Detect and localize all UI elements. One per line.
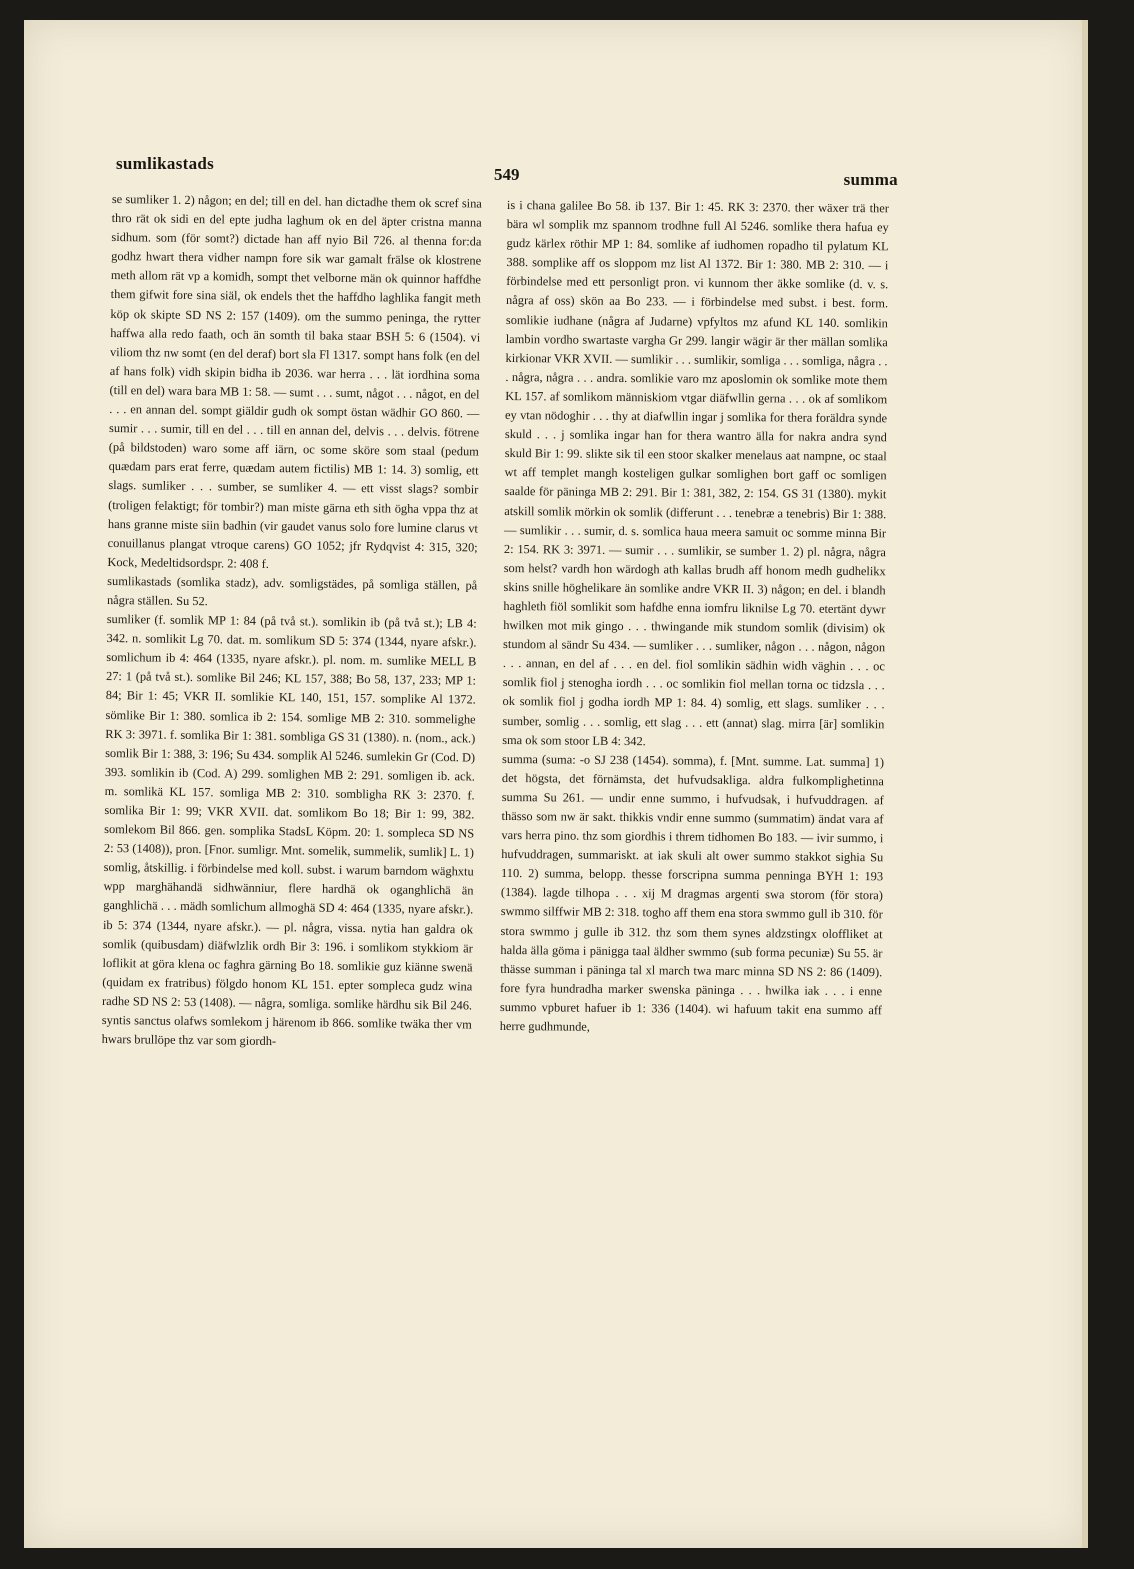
entry-sumlikastads: sumlikastads (somlika stadz), adv. somligstädes, på somliga ställen, på några ställen. Su 52. [106, 573, 478, 609]
right-column [500, 196, 889, 1039]
entry-summa: summa (suma: -o SJ 238 (1454). somma), f. [Mnt. summe. Lat. summa] 1) det högsta, det förnämsta, det hufvudsakliga. aldra fulkomplighetinna summa Su 261. — undir enne summo, i hufvudsak, i hufvuddragen. af thässo som nw är sakt. thikkis vndir enne summo (summatim) ändat vara af vars herra pino. thz som giordhis i threm tidhomen Bo 183. — ivir summo, i hufvuddragen, summariskt. at iak skuli alt ower summo stakkot sighia Su 110. 2) summa, belopp. thesse forscripna summa penninga BYH 1: 193 (1384). lagde tilhopa . . . xij M dragmas argenti swa storom (för stora) swmmo silffwir MB 2: 318. togho aff them ena stora swmmo gull ib 310. för stora swmmo j gulle ib 312. thz som them synes aldzstingx oloffliket at halda älla göma i pänigga taal äldher swmmo (sub forma pecuniæ) Su 55. är thässe summan i päninga tal xl march twa marc minna SD NS 2: 86 (1409). fore fyra hundradha marker swenska päninga . . . hwilka iak . . . i enne summo vpburet hafuer ib 1: 336 (1404). wi hafuum takit ena summo aff herre gudhmunde, [499, 751, 885, 1034]
page-number: 549 [494, 165, 520, 184]
entry-sumliker: sumliker (f. somlik MP 1: 84 (på två st.). somlikin ib (på två st.); LB 4: 342. n. somlikit Lg 70. dat. m. somlikum SD 5: 374 (1344, nyare afskr.). somlichum ib 4: 464 (1335, nyare afskr.). pl. nom. m. sumlike MELL B 27: 1 (på två st.). somlike Bil 246; KL 157, 388; Bo 58, 137, 233; MP 1: 84; Bir 1: 45; VKR II. somlikie KL 140, 151, 157. somplike Al 1372. sömlike Bir 1: 380. somlica ib 2: 154. somlige MB 2: 310. sommelighe RK 3: 3971. f. somlika Bir 1: 381. sombliga GS 31 (1380). n. (nom., ack.) somlik Bir 1: 388, 3: 196; Su 434. somplik Al 5246. sumlekin Gr (Cod. D) 393. somlikin ib (Cod. A) 299. somlighen MB 2: 291. somligen ib. ack. m. somlikä KL 157. somliga MB 2: 310. sombligha RK 3: 2370. f. somlika Bir 1: 99; VKR XVII. dat. somlikom Bo 18; Bir 1: 99, 382. somlekom Bil 866. gen. somplika StadsL Köpm. 20: 1. sompleca SD NS 2: 53 (1408)), pron. [Fnor. sumligr. Mnt. somelik, summelik, sumlik] L. 1) somlig, åtskillig. i förbindelse med koll. subst. i warum barndom wäghxtu wpp marghähandä sidhwänniur, flere hardhä ok oganghlichä än ganghlichä . . . mädh somlichum allmoghä SD 4: 464 (1335, nyare afskr.). ib 5: 374 (1344, nyare afskr.). — pl. några, vissa. nytia han galdra ok somlik (quibusdam) diäfwlzlik ordh Bir 3: 196. i somlikom stykkiom är loflikit at göra klena oc faghra gärning Bo 18. somlikie guz kiänne swenä (quidam ex fratribus) fölgdo honom KL 151. epter sompleca gudz wina radhe SD NS 2: 53 (1408). — några, somliga. somlike härdhu sik Bil 246. syntis sanctus olafws somlekom j härenom ib 866. somlike twäka ther vm hwars brullöpe thz var som giordh- [101, 612, 477, 1049]
page-edge [1082, 20, 1088, 1548]
entry-sumliker-cont: se sumliker 1. 2) någon; en del; till en del. han dictadhe them ok scref sina thro rät ok sidi en del epte judha laghum ok en del äpter cristna manna sidhum. som (för somt?) dictade han aff nyio Bil 726. al thenna for:da godhz hwart thera vidher nampn fore sik war gamalt frälse ok klostrene meth allom rät vp a komidh, sompt thet velborne män ok quinnor haffdhe them gifwit fore sina siäl, ok endels thet the haffdho laghlika fangit meth köp ok skipte SD NS 2: 157 (1409). om the summo peninga, the rytter haffwa alla redo faath, och än somth til baka staar BSH 5: 6 (1504). vi viliom thz nw somt (en del deraf) bort sla Fl 1317. sompt hans folk (en del af hans folk) vidh skipin bidha ib 2036. war herra . . . lät iordhina soma (till en del) wara bara MB 1: 58. — sumt . . . sumt, något . . . något, en del . . . en annan del. sompt giäldir gudh ok sompt östan wädhir GO 860. — sumir . . . sumir, till en del . . . till en annan del, delvis . . . delvis. fötrene (på bildstoden) waro some aff iärn, oc some sköre som staal (pedum quædam pars erat ferre, quædam autem fictilis) MB 1: 14. 3) somlig, ett slags. sumliker . . . sumber, se sumliker 4. — ett visst slags? sombir (troligen felaktigt; för tombir?) man miste gärna eth sith ögha vppa thz at hans granne miste siin badhin (vir gaudet vanus solo fore lumine clarus vt conuillanus plangat vtroque carens) GO 1052; jfr Rydqvist 4: 315, 320; Kock, Medeltidsordspr. 2: 408 f. [107, 191, 482, 571]
left-guide-word: sumlikastads [116, 154, 215, 173]
left-column [102, 190, 482, 1054]
entry-sumliker-cont-right: is i chana galilee Bo 58. ib 137. Bir 1: 45. RK 3: 2370. ther wäxer trä ther bära wl somplik mz spannom trodhne full Al 5246. somlike thera hafua ey gudz kärlex röthir MP 1: 84. somlike af iudhomen ropadho til pylatum KL 388. somplike aff os sloppom mz list Al 1372. Bir 1: 380. MB 2: 310. — i förbindelse med ett personligt pron. vi kunnom ther äkke somlike (d. v. s. några af oss) skön aa Bo 233. — i förbindelse med subst. i best. form. somlikie iudhane (några af Judarne) vpfyltos mz afund KL 140. somlikin lambin vordho swartaste vargha Gr 299. langir wägir är ther mällan somlika kirkionar VKR XVII. — sumlikir . . . sumlikir, somliga . . . somliga, några . . . några, några . . . andra. somlikie varo mz aposlomin ok somlike mote them KL 157. af somlikom människiom vtgar diäfwllin gerna . . . ok af somlikom ey vtan nödoghir . . . thy at diafwllin ingar j somlika for thera foräldra synde skuld . . . j somlika ingar han for thera wantro älla for nakra andra synd skuld Bir 1: 99. slikte sik til een stoor skalker menelaus aat nampne, oc staal wt aff templet mangh kosteligen gulkar somlighen bort gaff oc somligen saalde för päninga MB 2: 291. Bir 1: 381, 382, 2: 154. GS 31 (1380). mykit atskill somlik mörkin ok somlik (differunt . . . tenebræ a tenebris) Bir 1: 388. — sumlikir . . . sumir, d. s. somlica haua meera samuit oc somme minna Bir 2: 154. RK 3: 3971. — sumir . . . sumlikir, se sumber 1. 2) pl. några, några som helst? vardh hon wärdogh ath kallas brudh aff honom medh gudhelikx skins snille höghelikare än somlike andre VKR II. 3) någon; en del. i blandh haghleth fiöl somlikit som hafdhe enna iomfru liknilse Lg 70. etertänt dywr hwilken mot mik gingo . . . thwingande mik stundom somlik (divisim) ok stundom al sändr Su 434. — sumliker . . . sumliker, någon . . . någon, någon . . . annan, en del af . . . en del. fiol somlikin sädhin widh väghin . . . oc somlik fiol j stenogha iordh . . . oc somlikin fiol mellan torna oc tidzsla . . . ok somlik fiol j godha iordh MP 1: 84. 4) somlig, ett slags. sumliker . . . sumber, somlig . . . somlig, ett slag . . . ett (annat) slag. mirra [är] somlikin sma ok som stoor LB 4: 342. [502, 197, 889, 748]
right-guide-word: summa [843, 170, 898, 189]
dictionary-page [24, 20, 1088, 1548]
